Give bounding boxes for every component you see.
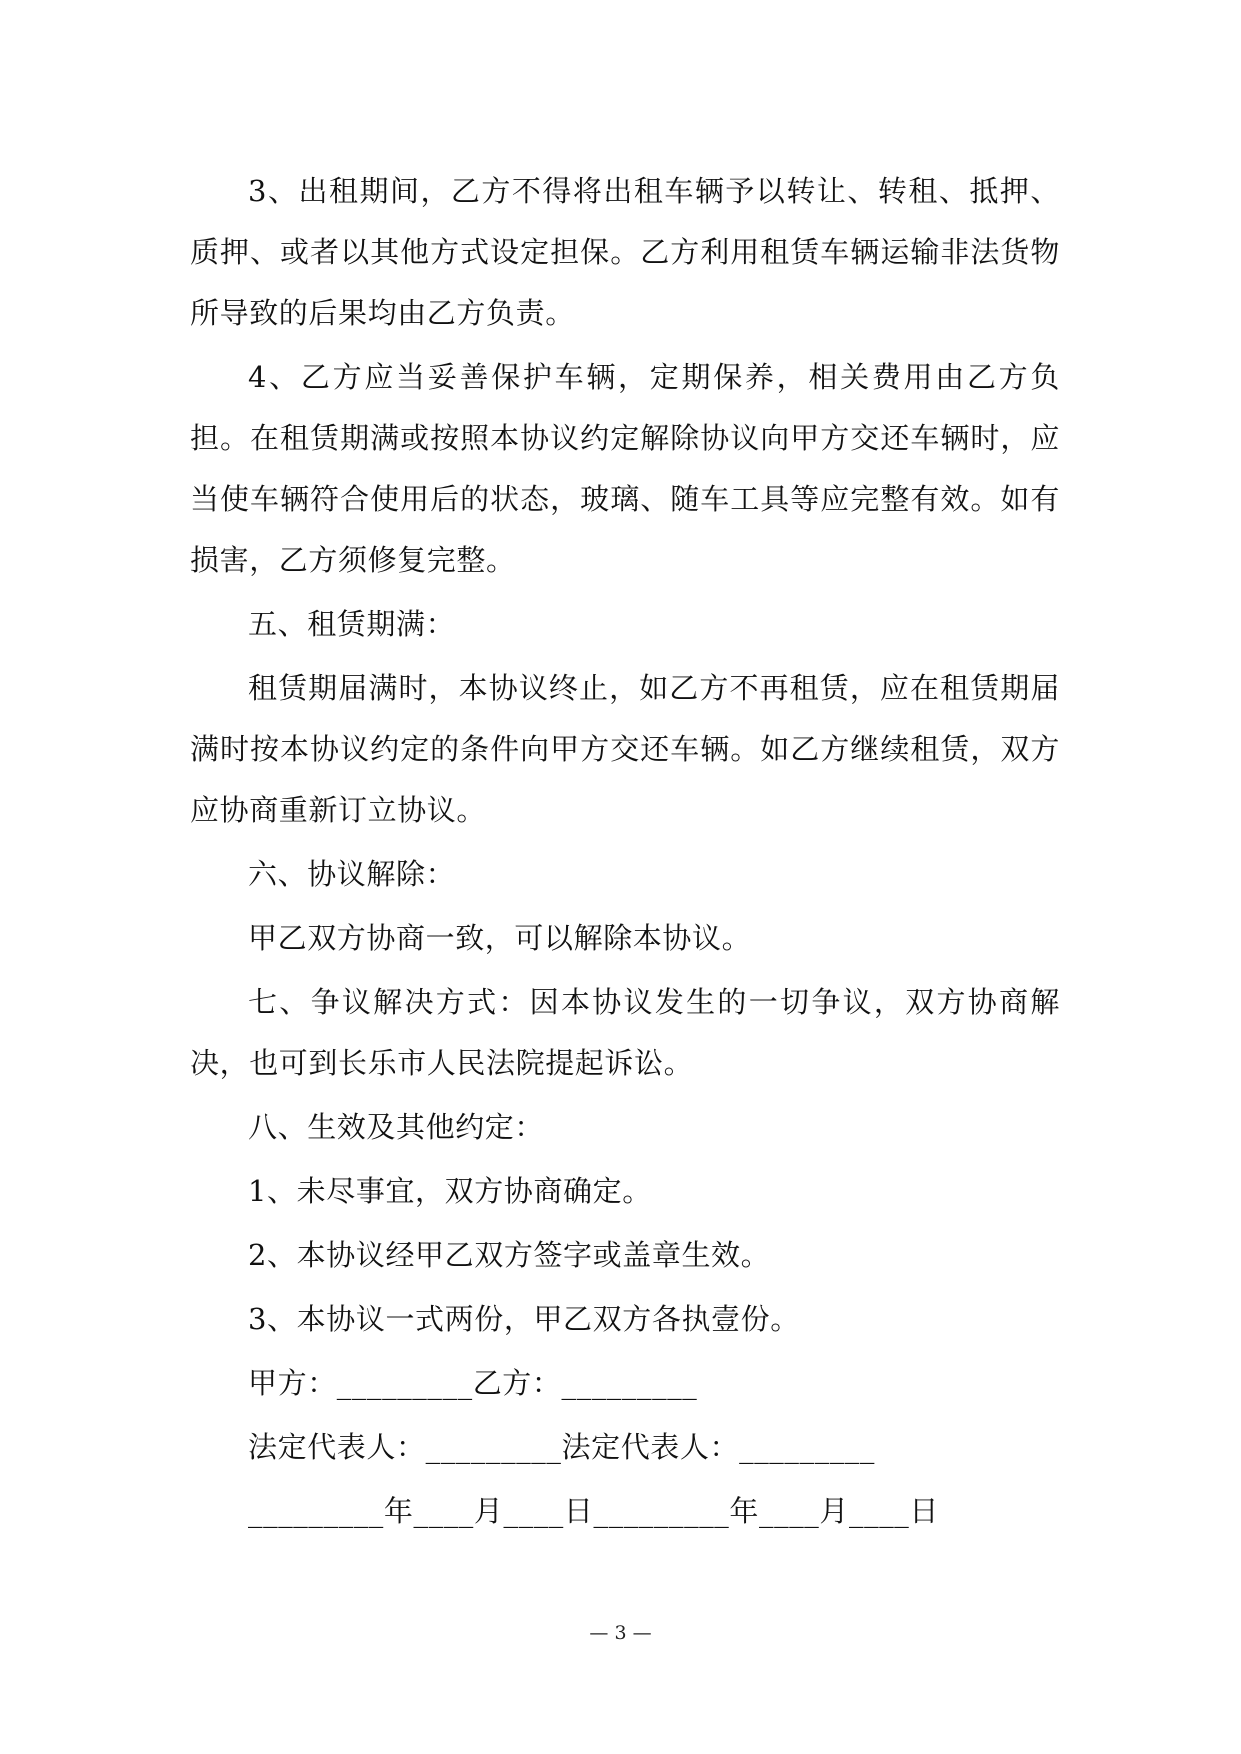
termination-text: 甲乙双方协商一致，可以解除本协议。 [248,921,752,955]
signature-dates-line: _________年____月____日_________年____月____日 [248,1494,939,1528]
clause-3-transfer: 3、出租期间，乙方不得将出租车辆予以转让、转租、抵押、质押、或者以其他方式设定担保。乙方利用租赁车辆运输非法货物所导致的后果均由乙方负责。 [190,174,1060,330]
effect-clause-1: 1、未尽事宜，双方协商确定。 [248,1174,652,1208]
section-heading-lease-expiry: 五、租赁期满： [248,607,456,641]
signature-parties-line: 甲方：_________乙方：_________ [248,1366,698,1400]
dispute-resolution-text: 七、争议解决方式：因本协议发生的一切争议，双方协商解决，也可到长乐市人民法院提起诉讼。 [190,985,1060,1080]
effect-clause-2: 2、本协议经甲乙双方签字或盖章生效。 [248,1238,771,1272]
section-heading-termination: 六、协议解除： [248,857,456,891]
section-heading-effect: 八、生效及其他约定： [248,1110,545,1144]
page-number: — 3 — [589,1622,652,1644]
signature-representatives-line: 法定代表人：_________法定代表人：_________ [248,1430,876,1464]
document-body [190,161,1060,1545]
lease-expiry-text: 租赁期届满时，本协议终止，如乙方不再租赁，应在租赁期届满时按本协议约定的条件向甲方交还车辆。如乙方继续租赁，双方应协商重新订立协议。 [190,671,1060,827]
clause-4-maintenance: 4、乙方应当妥善保护车辆，定期保养，相关费用由乙方负担。在租赁期满或按照本协议约定解除协议向甲方交还车辆时，应当使车辆符合使用后的状态，玻璃、随车工具等应完整有效。如有损害，乙方须修复完整。 [190,360,1060,577]
effect-clause-3: 3、本协议一式两份，甲乙双方各执壹份。 [248,1302,800,1336]
